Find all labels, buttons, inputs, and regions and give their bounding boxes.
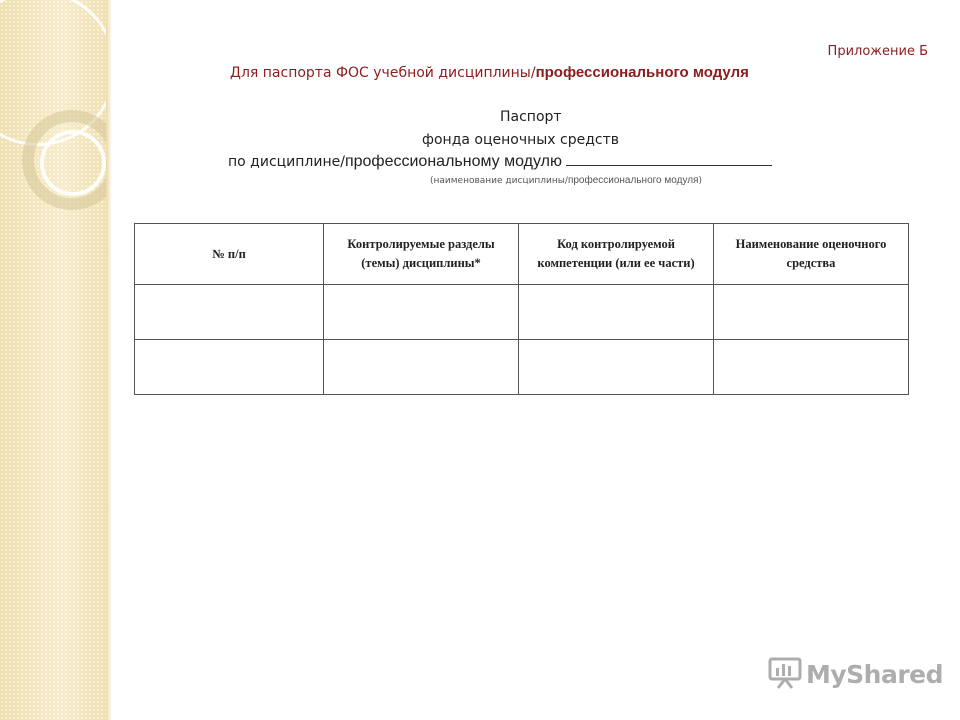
fund-title: фонда оценочных средств xyxy=(422,132,620,148)
passport-table xyxy=(134,223,909,395)
table-cell xyxy=(519,285,714,340)
myshared-watermark xyxy=(768,656,943,692)
subtitle-part2: профессионального модуля xyxy=(535,64,749,81)
decorative-sidebar xyxy=(0,0,106,720)
discipline-part1: по дисциплине/ xyxy=(228,154,345,170)
caption-part3: ) xyxy=(698,176,702,186)
table-cell xyxy=(135,340,324,395)
sidebar-edge xyxy=(106,0,112,720)
table-cell xyxy=(713,340,908,395)
caption-part1: (наименование дисциплины/ xyxy=(430,176,568,186)
caption-part2: профессионального модуля xyxy=(567,175,699,186)
table-cell xyxy=(323,285,518,340)
column-header: № п/п xyxy=(135,224,324,285)
discipline-part2: профессиональному модулю xyxy=(344,153,562,170)
table-header-row xyxy=(135,224,909,285)
discipline-line xyxy=(228,151,772,171)
table-row xyxy=(135,285,909,340)
passport-title: Паспорт xyxy=(500,109,562,125)
column-header: Код контролируемой компетенции (или ее части) xyxy=(519,224,714,285)
presentation-board-icon xyxy=(768,655,802,693)
decorative-ring xyxy=(40,130,106,196)
discipline-caption xyxy=(430,175,702,186)
watermark-text: MyShared xyxy=(806,659,944,689)
discipline-blank-line xyxy=(566,151,772,166)
document-subtitle xyxy=(230,64,749,81)
appendix-label: Приложение Б xyxy=(827,44,928,59)
table-cell xyxy=(135,285,324,340)
table-cell xyxy=(323,340,518,395)
table-cell xyxy=(519,340,714,395)
column-header: Наименование оценочного средства xyxy=(713,224,908,285)
table-cell xyxy=(713,285,908,340)
column-header: Контролируемые разделы (темы) дисциплины* xyxy=(323,224,518,285)
subtitle-part1: Для паспорта ФОС учебной дисциплины/ xyxy=(230,65,536,81)
table-row xyxy=(135,340,909,395)
